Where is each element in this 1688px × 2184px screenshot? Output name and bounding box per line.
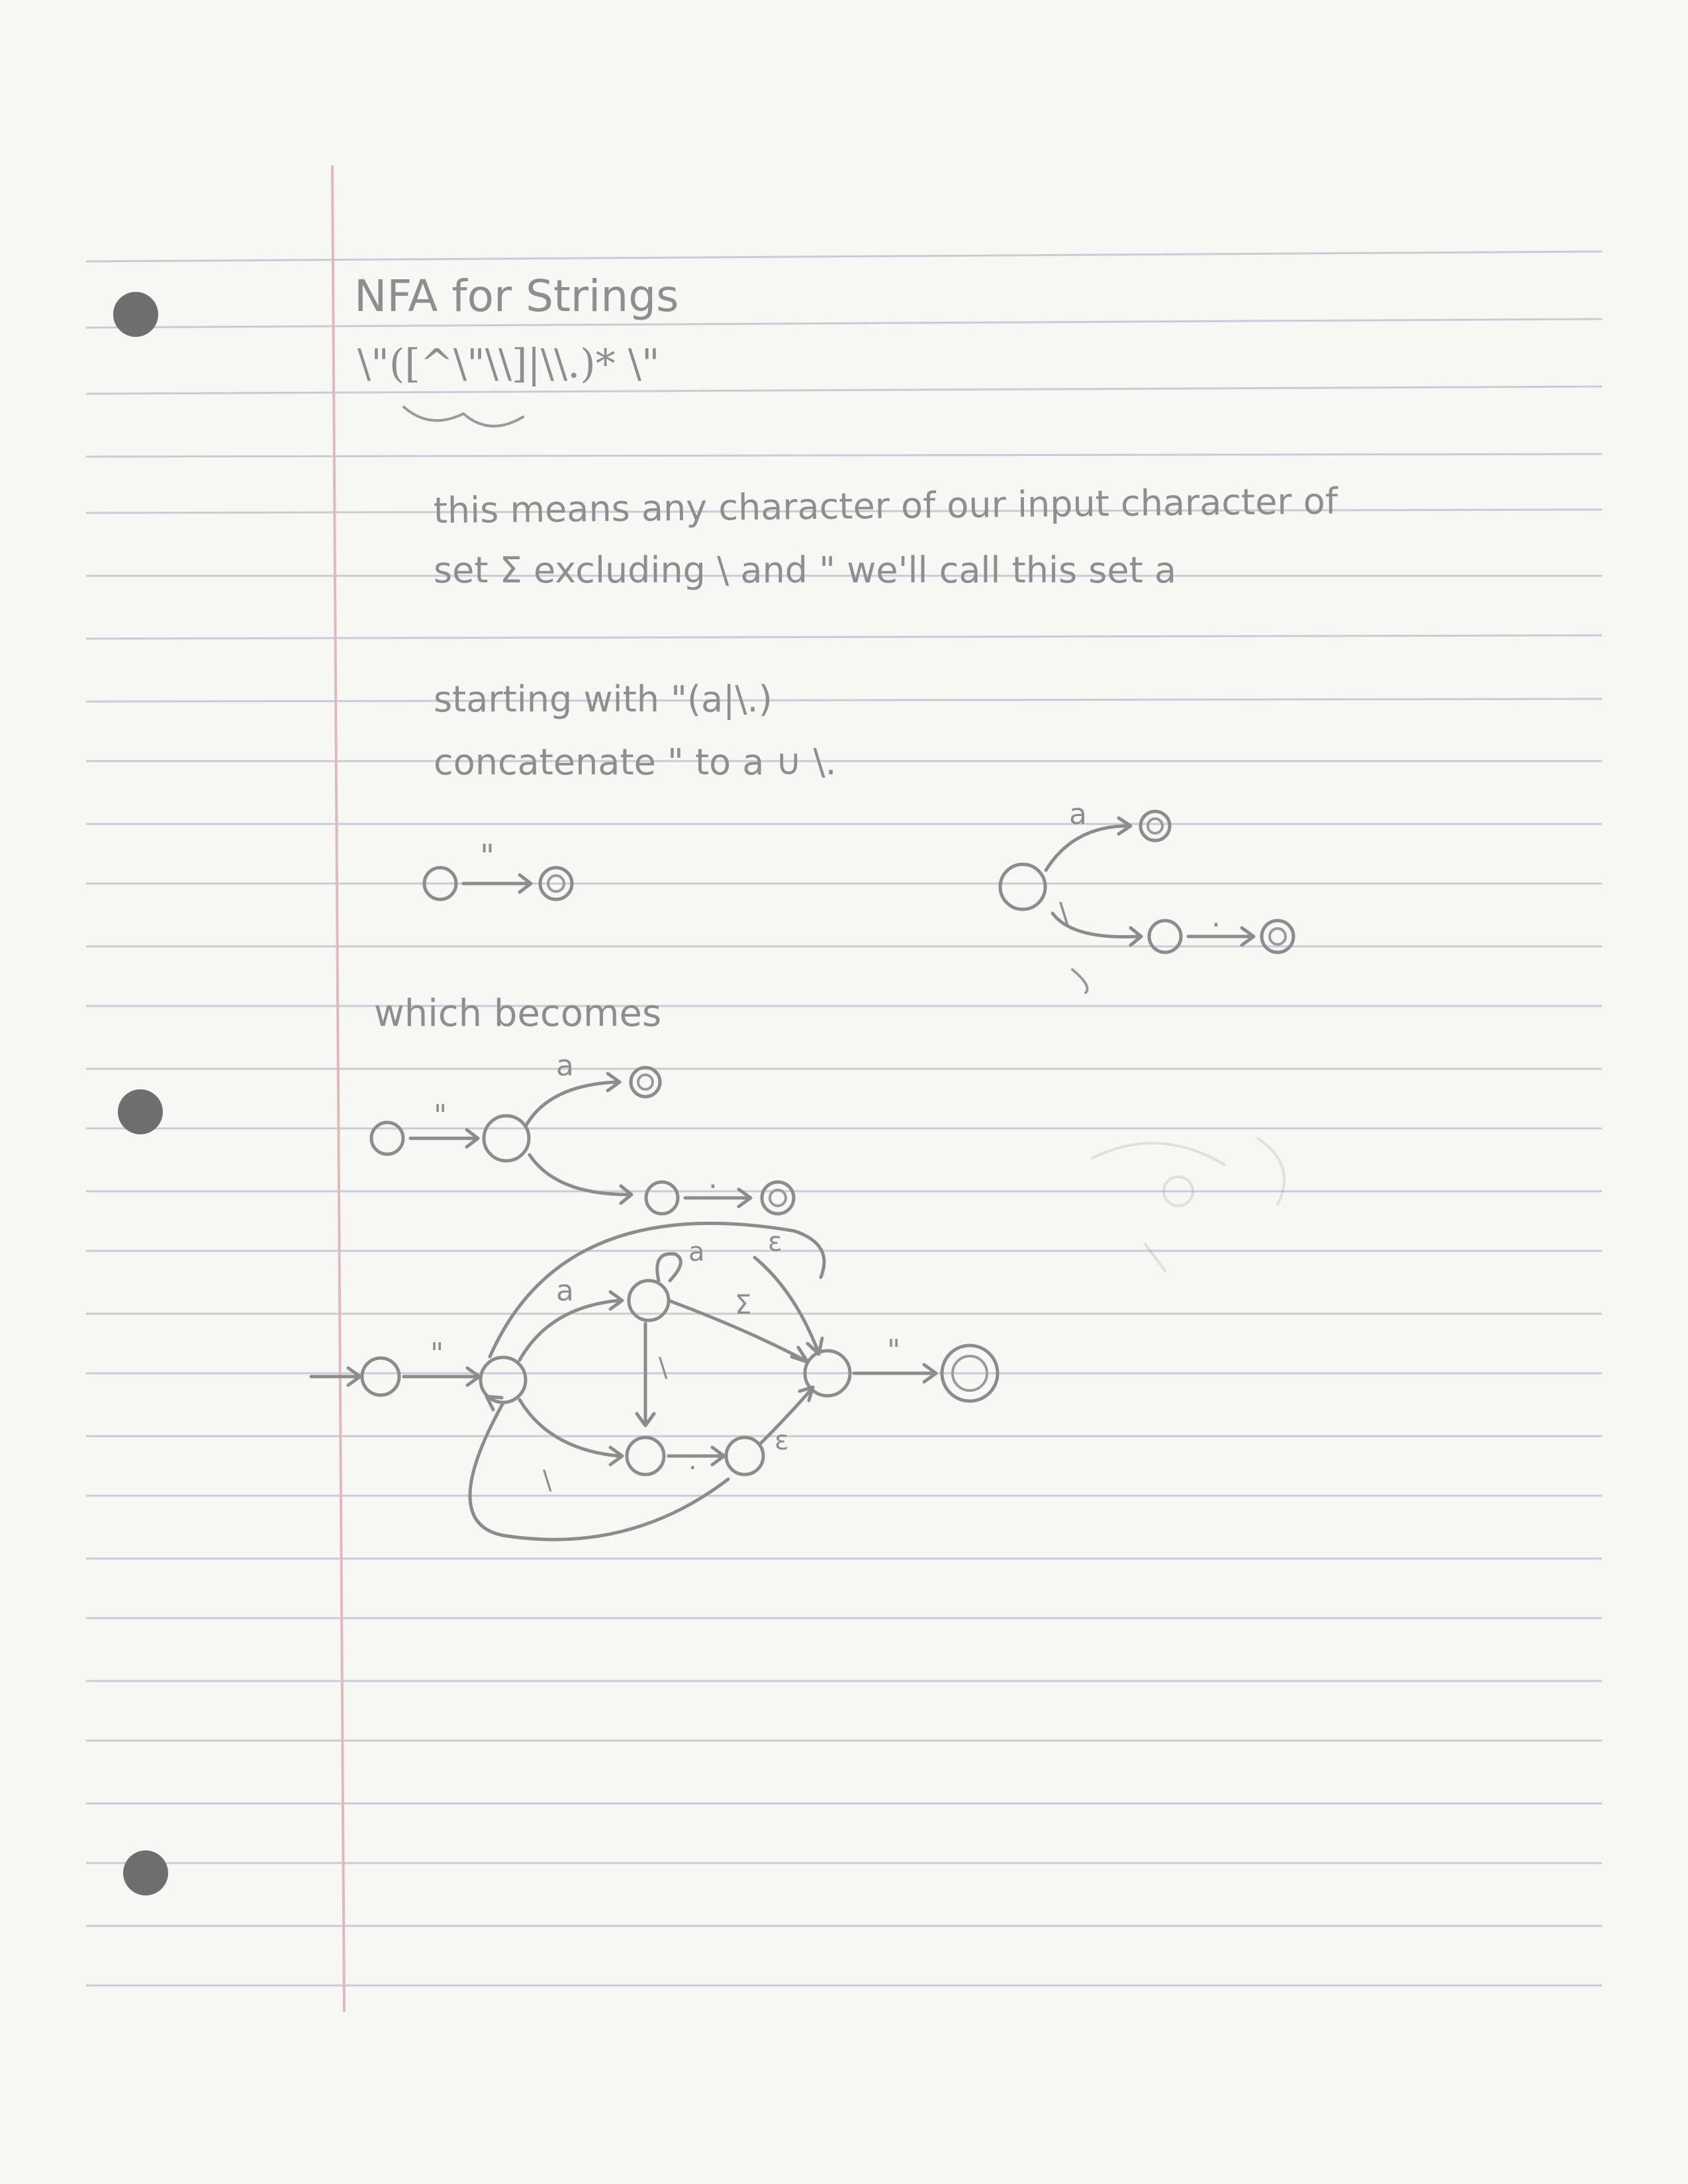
note-line-2: set Σ excluding \ and " we'll call this set a bbox=[434, 549, 1177, 591]
transition-label: \ bbox=[1059, 897, 1069, 931]
note-line-4: concatenate " to a ∪ \. bbox=[434, 741, 837, 783]
page-title: NFA for Strings bbox=[354, 271, 679, 322]
transition-label: a bbox=[556, 1049, 574, 1083]
note-line-3: starting with "(a|\.) bbox=[434, 678, 773, 720]
transition-label: \ bbox=[659, 1353, 668, 1383]
transition-label: \ bbox=[543, 1465, 552, 1496]
transition-label: " bbox=[480, 838, 495, 875]
binder-hole bbox=[113, 292, 158, 337]
transition-label: " bbox=[887, 1334, 901, 1367]
transition-label: a bbox=[1069, 797, 1087, 831]
transition-label: a bbox=[688, 1237, 705, 1267]
transition-label: ε bbox=[768, 1227, 782, 1257]
paper bbox=[86, 165, 1602, 2012]
transition-label: Σ bbox=[735, 1290, 752, 1320]
transition-label: a bbox=[556, 1274, 574, 1308]
transition-label: . bbox=[708, 1161, 718, 1195]
transition-label: " bbox=[434, 1099, 447, 1132]
transition-label: " bbox=[430, 1337, 444, 1371]
regex-line: \"([^\"\\]|\\.)* \" bbox=[357, 341, 660, 387]
binder-hole bbox=[123, 1850, 168, 1895]
transition-label: . bbox=[688, 1445, 697, 1476]
note-line-5: which becomes bbox=[374, 992, 662, 1035]
transition-label: . bbox=[1211, 900, 1221, 934]
binder-hole bbox=[118, 1089, 163, 1134]
note-line-1: this means any character of our input character of bbox=[433, 480, 1338, 531]
transition-label: ε bbox=[774, 1426, 789, 1456]
